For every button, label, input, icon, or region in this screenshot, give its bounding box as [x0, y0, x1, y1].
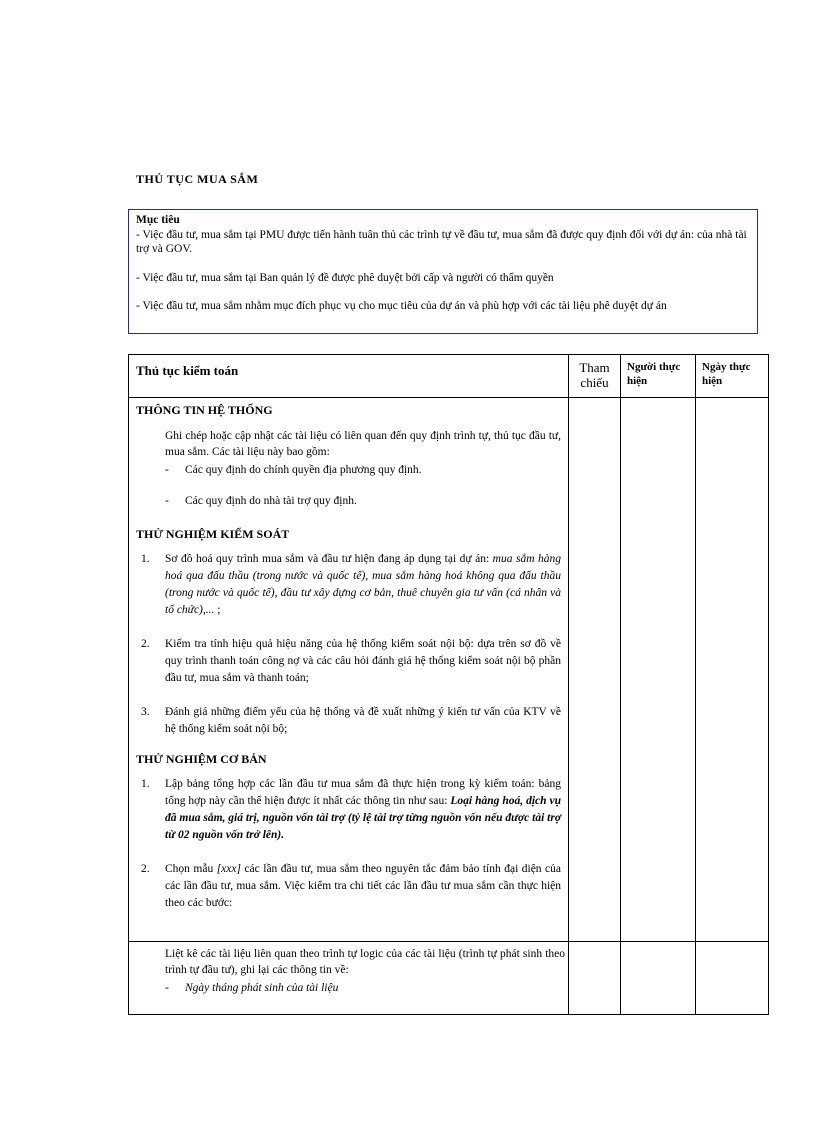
- table-row-procedures: [129, 398, 769, 942]
- system-info-dash-2: Các quy định do nhà tài trợ quy định.: [185, 495, 357, 507]
- header-date: Ngày thực hiện: [696, 355, 769, 398]
- procedures-cell: [129, 398, 569, 942]
- objective-item-2: - Việc đầu tư, mua sắm tại Ban quản lý đề được phê duyệt bởi cấp và người có thẩm quyền: [136, 271, 554, 284]
- list-item: [165, 980, 568, 996]
- list-item: [141, 861, 561, 912]
- header-audit-procedure: Thủ tục kiểm toán: [129, 355, 569, 398]
- dash-marker: -: [165, 495, 169, 507]
- reference-cell: [569, 942, 621, 1015]
- item-number: 2.: [141, 863, 150, 875]
- control-test-item-3: Đánh giá những điểm yếu của hệ thống và đề xuất những ý kiến tư vấn của KTV về hệ thống kiểm soát nội bộ;: [165, 706, 561, 735]
- section-system-info-title: THÔNG TIN HỆ THỐNG: [136, 403, 273, 417]
- section-control-test-title: THỬ NGHIỆM KIỂM SOÁT: [136, 527, 290, 541]
- list-item: [165, 462, 568, 478]
- audit-procedures-table: [128, 354, 769, 1015]
- reference-cell: [569, 398, 621, 942]
- header-reference: Tham chiếu: [569, 355, 621, 398]
- objective-item-3: - Việc đầu tư, mua sắm nhằm mục đích phục vụ cho mục tiêu của dự án và phù hợp với các tài liệu phê duyệt dự án: [136, 300, 667, 312]
- performer-cell: [621, 942, 696, 1015]
- dash-marker: -: [165, 982, 169, 994]
- system-info-intro: Ghi chép hoặc cập nhật các tài liệu có liên quan đến quy định trình tự, thủ tục đầu tư, mua sắm. Các tài liệu này bao gồm:: [165, 430, 561, 458]
- item-number: 3.: [141, 706, 150, 718]
- list-item: [141, 551, 561, 619]
- objective-box: [128, 209, 758, 334]
- control-test-item-2: Kiểm tra tính hiệu quả hiệu năng của hệ thống kiểm soát nội bộ: dựa trên sơ đồ về quy trình thanh toán công nợ và các câu hỏi đánh giá hệ thống kiểm soát nội bộ phần đầu tư, mua sắm và thanh toán;: [165, 638, 561, 684]
- documents-intro: Liệt kê các tài liệu liên quan theo trình tự logic của các tài liệu (trình tự phát sinh theo trình tự đầu tư), ghi lại các thông tin về:: [165, 948, 565, 976]
- objective-heading: Mục tiêu: [136, 214, 180, 226]
- objective-item-1: - Việc đầu tư, mua sắm tại PMU được tiến hành tuân thủ các trình tự về đầu tư, mua sắm đã được quy định đối với dự án: của nhà tài trợ và GOV.: [136, 228, 747, 255]
- documents-dash-1: Ngày tháng phát sinh của tài liệu: [185, 982, 339, 994]
- documents-cell: [129, 942, 569, 1015]
- system-info-dash-1: Các quy định do chính quyền địa phương quy định.: [185, 464, 422, 476]
- table-header-row: [129, 355, 769, 398]
- item-number: 2.: [141, 638, 150, 650]
- substantive-item-2: Chọn mẫu [xxx] các lần đầu tư, mua sắm theo nguyên tắc đảm bảo tính đại diện của các lần đầu tư, mua sắm. Việc kiểm tra chi tiết các lần đầu tư mua sắm cần thực hiện theo các bước:: [165, 863, 561, 909]
- header-performer: Người thực hiện: [621, 355, 696, 398]
- item-number: 1.: [141, 778, 150, 790]
- substantive-item-1: Lập bảng tổng hợp các lần đầu tư mua sắm đã thực hiện trong kỳ kiểm toán: bảng tổng hợp này cần thể hiện được ít nhất các thông tin như sau: Loại hàng hoá, dịch vụ đã mua sắm, giá trị, nguồn vốn tài trợ (tỷ lệ tài trợ từng nguồn vốn nếu được tài trợ từ 02 nguồn vốn trở lên).: [165, 778, 562, 841]
- date-cell: [696, 398, 769, 942]
- item-number: 1.: [141, 553, 150, 565]
- dash-marker: -: [165, 464, 169, 476]
- performer-cell: [621, 398, 696, 942]
- list-item: [141, 636, 561, 687]
- table-row-documents: [129, 942, 769, 1015]
- page-title: THỦ TỤC MUA SẮM: [136, 172, 259, 186]
- list-item: [141, 776, 561, 844]
- control-test-item-1: Sơ đồ hoá quy trình mua sắm và đầu tư hiện đang áp dụng tại dự án: mua sắm hàng hoá qua đấu thầu (trong nước và quốc tế), mua sắm hàng hoá không qua đấu thầu (trong nước và quốc tế), đầu tư xây dựng cơ bản, thuê chuyên gia tư vấn (cá nhân và tổ chức),... ;: [165, 553, 561, 616]
- section-substantive-title: THỬ NGHIỆM CƠ BẢN: [136, 752, 267, 766]
- list-item: [141, 704, 561, 738]
- list-item: [165, 493, 568, 509]
- date-cell: [696, 942, 769, 1015]
